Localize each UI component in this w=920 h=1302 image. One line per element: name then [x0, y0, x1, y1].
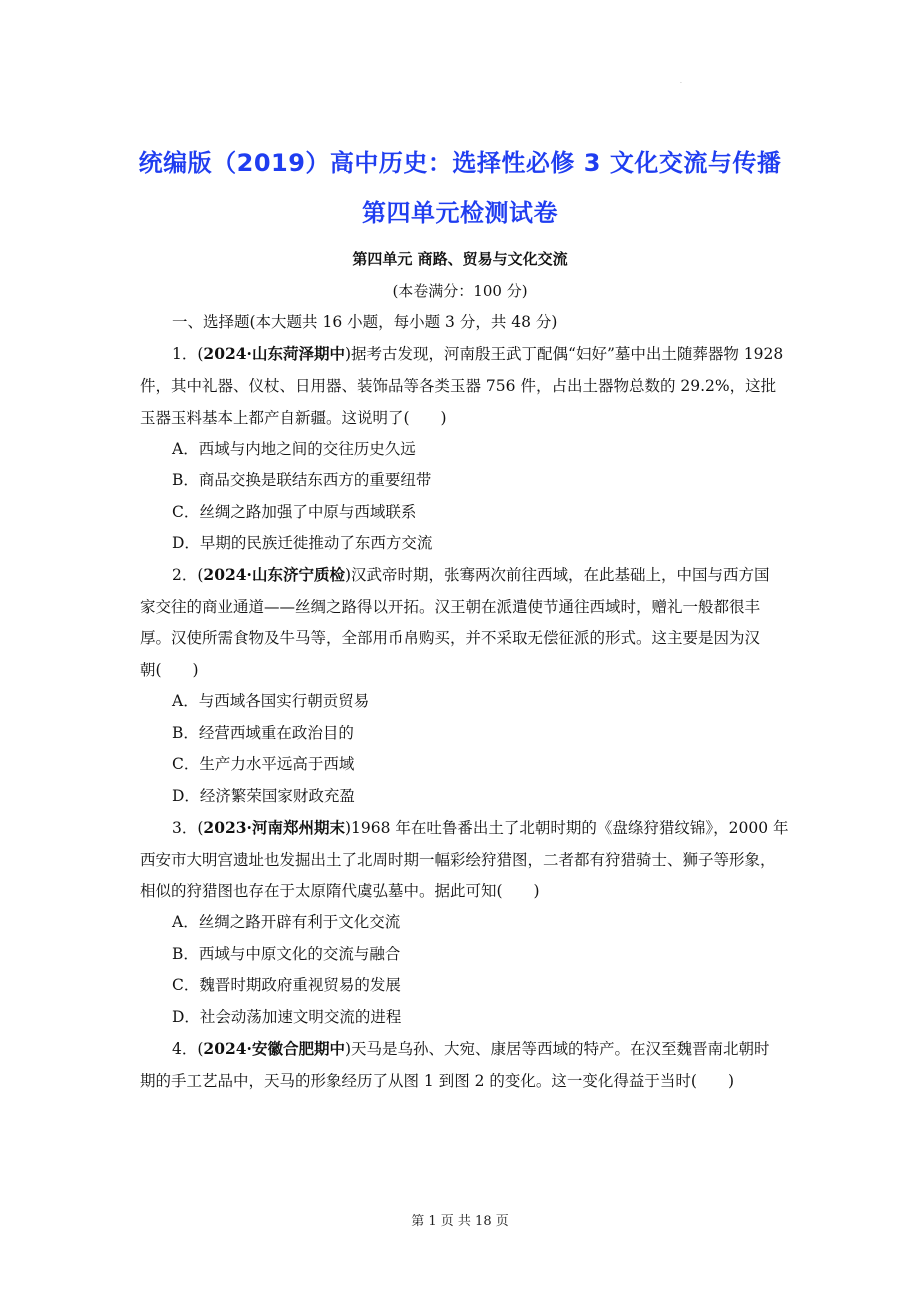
- unit-title: 第四单元 商路、贸易与文化交流: [352, 250, 568, 268]
- question-2-line-3: 厚。汉使所需食物及牛马等，全部用币帛购买，并不采取无偿征派的形式。这主要是因为汉: [140, 629, 761, 647]
- page-footer: 第 1 页 共 18 页: [411, 1214, 509, 1229]
- question-3-option-d: D．社会动荡加速文明交流的进程: [172, 1008, 402, 1026]
- question-1-option-c: C．丝绸之路加强了中原与西域联系: [172, 503, 417, 521]
- question-1-line-1: [172, 344, 783, 364]
- question-3-line-3: 相似的狩猎图也存在于太原隋代虞弘墓中。据此可知( ): [140, 882, 540, 900]
- question-3-line-2: 西安市大明宫遗址也发掘出土了北周时期一幅彩绘狩猎图，二者都有狩猎骑士、狮子等形象，: [140, 851, 776, 869]
- question-2-option-c: C．生产力水平远高于西域: [172, 755, 355, 773]
- question-2-text-1: )汉武帝时期，张骞两次前往西域，在此基础上，中国与西方国: [344, 566, 770, 584]
- question-2-option-b: B．经营西域重在政治目的: [172, 724, 354, 742]
- question-2-number: 2．(: [172, 566, 204, 584]
- question-1-option-a: A．西域与内地之间的交往历史久远: [172, 440, 416, 458]
- question-4-number: 4．(: [172, 1040, 204, 1058]
- question-3-option-b: B．西域与中原文化的交流与融合: [172, 945, 401, 963]
- question-1-source: 2024·山东菏泽期中: [203, 344, 345, 363]
- question-3-option-c: C．魏晋时期政府重视贸易的发展: [172, 976, 401, 994]
- question-1-text-1: )据考古发现，河南殷王武丁配偶“妇好”墓中出土随葬器物 1928: [344, 345, 784, 363]
- question-2-source: 2024·山东济宁质检: [203, 565, 345, 584]
- question-2-line-2: 家交往的商业通道——丝绸之路得以开拓。汉王朝在派遣使节通往西域时，赠礼一般都很丰: [140, 598, 761, 616]
- header-mark: .: [680, 78, 682, 85]
- question-3-number: 3．(: [172, 819, 204, 837]
- question-2-line-4: 朝( ): [140, 661, 199, 679]
- document-title-line1: 统编版（2019）高中历史：选择性必修 3 文化交流与传播: [138, 149, 782, 177]
- question-4-text-1: )天马是乌孙、大宛、康居等西域的特产。在汉至魏晋南北朝时: [344, 1040, 770, 1058]
- document-title-line2: 第四单元检测试卷: [362, 199, 558, 227]
- question-3-line-1: [172, 818, 789, 838]
- question-1-line-2: 件，其中礼器、仪杖、日用器、装饰品等各类玉器 756 件，占出土器物总数的 29.2%，这批: [140, 377, 777, 395]
- score-note: (本卷满分：100 分): [392, 282, 528, 300]
- question-2-line-1: [172, 565, 770, 585]
- question-3-option-a: A．丝绸之路开辟有利于文化交流: [172, 913, 401, 931]
- question-1-option-d: D．早期的民族迁徙推动了东西方交流: [172, 534, 433, 552]
- question-1-option-b: B．商品交换是联结东西方的重要纽带: [172, 471, 432, 489]
- question-4-line-1: [172, 1039, 770, 1059]
- question-3-text-1: )1968 年在吐鲁番出土了北朝时期的《盘绦狩猎纹锦》，2000 年: [344, 819, 789, 837]
- question-4-line-2: 期的手工艺品中，天马的形象经历了从图 1 到图 2 的变化。这一变化得益于当时( ): [140, 1072, 735, 1090]
- question-1-line-3: 玉器玉料基本上都产自新疆。这说明了( ): [140, 409, 447, 427]
- question-1-number: 1．(: [172, 345, 204, 363]
- question-3-source: 2023·河南郑州期末: [203, 818, 345, 837]
- question-2-option-a: A．与西域各国实行朝贡贸易: [172, 692, 370, 710]
- section-heading: 一、选择题(本大题共 16 小题，每小题 3 分，共 48 分): [172, 313, 558, 331]
- question-2-option-d: D．经济繁荣国家财政充盈: [172, 787, 355, 805]
- question-4-source: 2024·安徽合肥期中: [203, 1039, 345, 1058]
